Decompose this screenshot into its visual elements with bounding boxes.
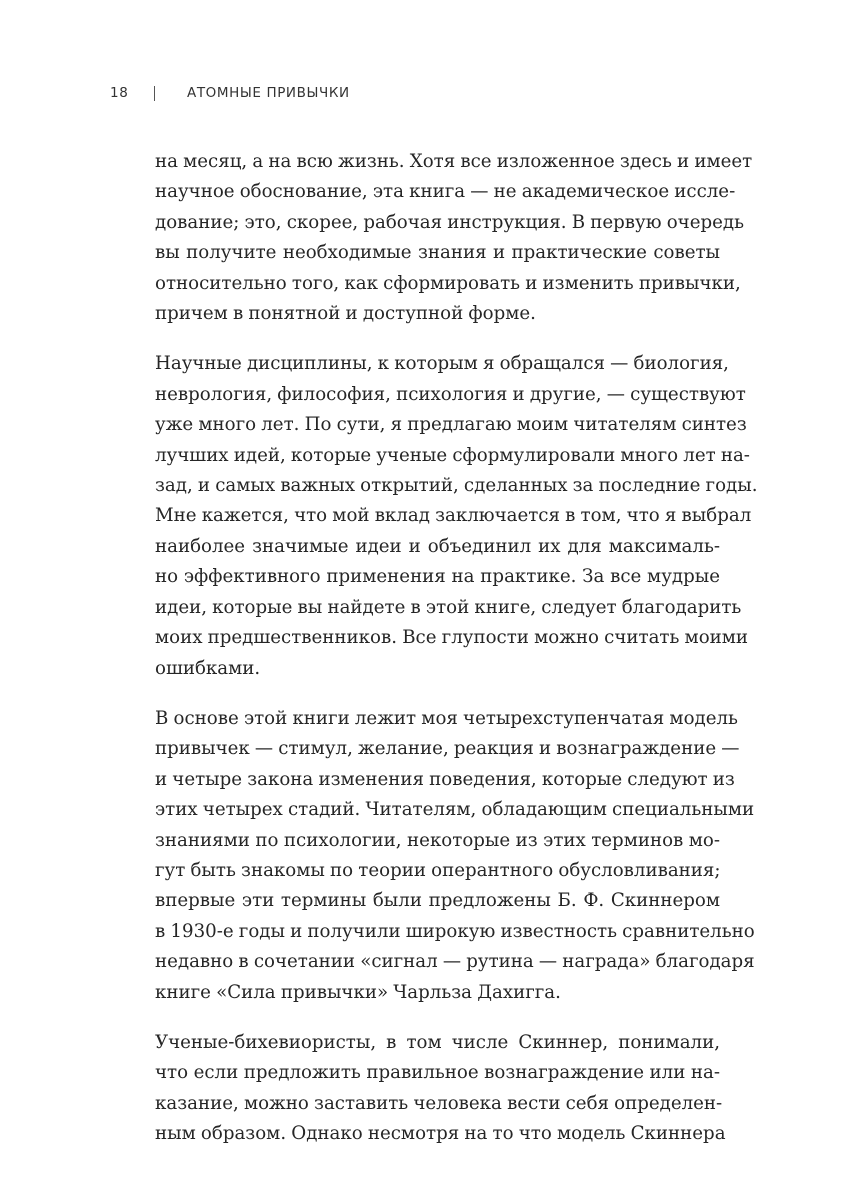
text-line: ошибками.	[155, 657, 261, 679]
paragraph	[155, 147, 753, 329]
text-line: привычек — стимул, желание, реакция и вознаграждение —	[155, 738, 740, 760]
paragraph	[155, 704, 755, 1008]
text-line: зад, и самых важных открытий, сделанных за последние годы.	[155, 475, 758, 497]
text-line: наиболее значимые идеи и объединил их для максималь-	[155, 535, 720, 557]
header-divider	[154, 86, 155, 101]
page-number: 18	[110, 85, 129, 101]
text-line: вы получите необходимые знания и практические советы	[155, 242, 720, 264]
paragraph	[155, 1028, 726, 1150]
text-line: и четыре закона изменения поведения, которые следуют из	[155, 768, 735, 790]
text-line: Ученые-бихевиористы, в том числе Скиннер, понимали,	[155, 1031, 720, 1053]
text-line: но эффективного применения на практике. За все мудрые	[155, 566, 720, 588]
text-line: гут быть знакомы по теории оперантного обусловливания;	[155, 859, 721, 881]
text-line: лучших идей, которые ученые сформулировали много лет на-	[155, 444, 750, 466]
text-line: неврология, философия, психология и другие, — существуют	[155, 383, 746, 405]
book-title: АТОМНЫЕ ПРИВЫЧКИ	[187, 85, 350, 101]
text-line: научное обоснование, эта книга — не академическое иссле-	[155, 181, 736, 203]
text-line: относительно того, как сформировать и изменить привычки,	[155, 272, 741, 294]
text-line: в 1930-е годы и получили широкую известность сравнительно	[155, 920, 755, 942]
text-line: ным образом. Однако несмотря на то что модель Скиннера	[155, 1123, 726, 1145]
body-text	[155, 147, 758, 1150]
text-line: Научные дисциплины, к которым я обращался — биология,	[155, 353, 729, 375]
text-line: что если предложить правильное вознаграждение или на-	[155, 1062, 720, 1084]
text-line: знаниями по психологии, некоторые из этих терминов мо-	[155, 829, 720, 851]
running-header	[110, 82, 350, 104]
text-line: этих четырех стадий. Читателям, обладающим специальными	[155, 799, 755, 821]
text-line: книге «Сила привычки» Чарльза Дахигга.	[155, 981, 561, 1003]
text-line: недавно в сочетании «сигнал — рутина — награда» благодаря	[155, 951, 755, 973]
text-line: причем в понятной и доступной форме.	[155, 303, 536, 325]
text-line: уже много лет. По сути, я предлагаю моим читателям синтез	[155, 414, 747, 436]
text-line: дование; это, скорее, рабочая инструкция. В первую очередь	[155, 211, 744, 233]
text-line: на месяц, а на всю жизнь. Хотя все изложенное здесь и имеет	[155, 151, 753, 172]
text-line: казание, можно заставить человека вести себя определен-	[155, 1092, 723, 1114]
text-line: В основе этой книги лежит моя четырехступенчатая модель	[155, 707, 738, 729]
text-line: моих предшественников. Все глупости можно считать моими	[155, 627, 749, 649]
text-line: идеи, которые вы найдете в этой книге, следует благодарить	[155, 596, 742, 618]
text-line: Мне кажется, что мой вклад заключается в том, что я выбрал	[155, 505, 752, 527]
text-line: впервые эти термины были предложены Б. Ф. Скиннером	[155, 890, 720, 912]
paragraph	[155, 349, 758, 683]
